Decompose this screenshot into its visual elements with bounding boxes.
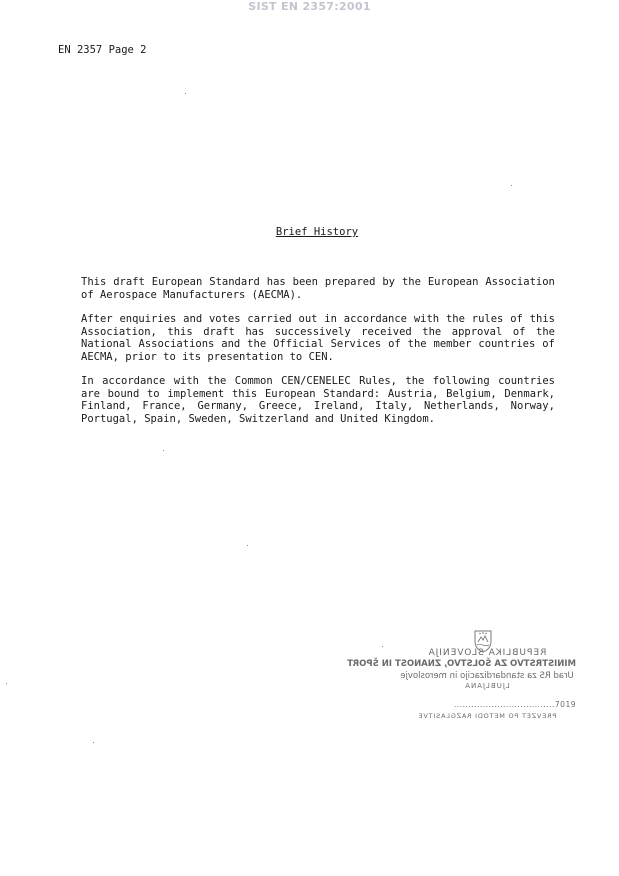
- scan-speck: [163, 450, 164, 451]
- text-word: the: [407, 338, 427, 351]
- text-word: After: [81, 313, 113, 325]
- document-title: Brief History: [275, 226, 359, 238]
- page-header: EN 2357 Page 2: [58, 44, 147, 56]
- text-word: of: [512, 325, 526, 338]
- stamp-line-republic: REPUBLIKA SLOVENIJA: [427, 648, 547, 658]
- stamp-line-ministry: MINISTRSTVO ZA ŠOLSTVO, ZNANOST IN ŠPORT: [347, 659, 576, 669]
- text-word: Belgium,: [446, 387, 497, 400]
- stamp-line-adoption: PREVZET PO METODI RAZGLASITVE: [417, 712, 557, 720]
- text-line: [81, 338, 555, 351]
- text-word: in: [324, 313, 337, 325]
- text-word: Germany,: [197, 400, 249, 413]
- stamp-reference-number: ...................................7019: [453, 700, 576, 709]
- text-word: Common: [234, 375, 273, 387]
- text-word: Official: [273, 338, 324, 351]
- text-word: the: [401, 276, 421, 288]
- text-word: Portugal, Spain, Sweden, Switzerland and United Kingdom.: [81, 412, 436, 425]
- paragraph-approval: [81, 313, 555, 363]
- text-word: National: [81, 338, 132, 351]
- scan-speck: [6, 683, 7, 684]
- text-word: the: [207, 375, 227, 387]
- text-word: received: [361, 325, 412, 338]
- text-word: Associations: [138, 338, 215, 351]
- scan-speck: [382, 646, 383, 647]
- text-word: countries: [478, 338, 536, 351]
- text-word: the: [247, 338, 267, 351]
- text-word: This: [81, 276, 107, 288]
- text-word: accordance: [102, 375, 166, 387]
- text-word: this: [529, 313, 555, 325]
- text-word: Standard: [209, 276, 260, 288]
- text-word: countries: [498, 375, 555, 387]
- text-word: Rules,: [359, 375, 397, 387]
- text-word: Association: [485, 276, 555, 288]
- text-word: Greece,: [258, 400, 304, 413]
- text-word: to: [146, 387, 160, 400]
- text-word: of: [388, 338, 401, 351]
- text-word: Services: [330, 338, 382, 351]
- text-line: [81, 351, 555, 364]
- text-word: France,: [142, 400, 187, 413]
- text-line: [81, 400, 555, 413]
- text-word: draft: [203, 325, 235, 338]
- scan-speck: [511, 185, 512, 186]
- text-word: prepared: [324, 276, 376, 288]
- text-word: Italy,: [375, 400, 414, 413]
- text-line: [81, 276, 555, 289]
- text-line: [81, 388, 555, 401]
- text-word: CEN/CENELEC: [281, 375, 351, 387]
- text-word: votes: [208, 313, 241, 325]
- text-word: AECMA, prior to its presentation to CEN.: [81, 350, 334, 363]
- text-word: and: [221, 338, 241, 351]
- text-word: been: [292, 276, 318, 288]
- text-word: approval: [451, 325, 503, 338]
- text-line: [81, 375, 555, 388]
- text-word: this: [231, 387, 258, 400]
- text-word: enquiries: [119, 313, 177, 325]
- text-word: Austria,: [387, 387, 439, 400]
- text-word: with: [173, 375, 199, 387]
- text-word: following: [432, 375, 490, 387]
- text-word: by: [382, 276, 396, 288]
- text-line: [81, 313, 555, 326]
- text-word: the: [536, 325, 555, 338]
- text-word: carried: [247, 313, 292, 325]
- text-word: are: [81, 387, 100, 400]
- text-word: and: [183, 313, 203, 325]
- text-word: rules: [471, 313, 504, 325]
- text-word: member: [433, 338, 472, 351]
- text-word: with: [413, 313, 440, 325]
- text-word: European: [427, 276, 479, 288]
- text-word: Association,: [81, 325, 157, 338]
- stamp-line-city: LJUBLJANA: [464, 682, 510, 690]
- text-word: Standard:: [323, 387, 381, 400]
- text-word: Netherlands,: [423, 400, 500, 413]
- text-word: has: [245, 325, 265, 338]
- paragraph-member-countries: [81, 375, 555, 425]
- text-word: has: [266, 276, 286, 288]
- text-line: [81, 413, 555, 426]
- text-word: bound: [107, 387, 140, 400]
- text-word: In: [81, 375, 94, 387]
- text-word: the: [405, 375, 425, 387]
- text-word: European: [151, 276, 203, 288]
- text-word: European: [264, 387, 316, 400]
- text-word: of: [542, 338, 555, 351]
- official-stamp: [347, 628, 576, 724]
- text-word: Ireland,: [313, 400, 365, 413]
- text-word: of: [510, 313, 523, 325]
- text-word: Denmark,: [504, 387, 555, 400]
- text-word: Norway,: [510, 400, 555, 413]
- stamp-line-office: Urad RS za standardizacijo in meroslovje: [400, 671, 574, 681]
- text-word: this: [167, 325, 193, 338]
- text-word: successively: [274, 325, 351, 338]
- text-line: [81, 289, 555, 302]
- text-word: out: [298, 313, 318, 325]
- text-word: implement: [167, 387, 225, 400]
- text-word: draft: [113, 276, 145, 288]
- text-word: Finland,: [81, 400, 132, 413]
- scan-speck: [185, 93, 186, 94]
- document-watermark: SIST EN 2357:2001: [248, 0, 371, 13]
- text-word: of Aerospace Manufacturers (AECMA).: [81, 288, 303, 301]
- text-word: accordance: [343, 313, 407, 325]
- text-line: [81, 326, 555, 339]
- text-word: the: [445, 313, 465, 325]
- scan-speck: [247, 545, 248, 546]
- scan-speck: [93, 742, 94, 743]
- text-word: the: [422, 325, 442, 338]
- paragraph-preparation: [81, 276, 555, 301]
